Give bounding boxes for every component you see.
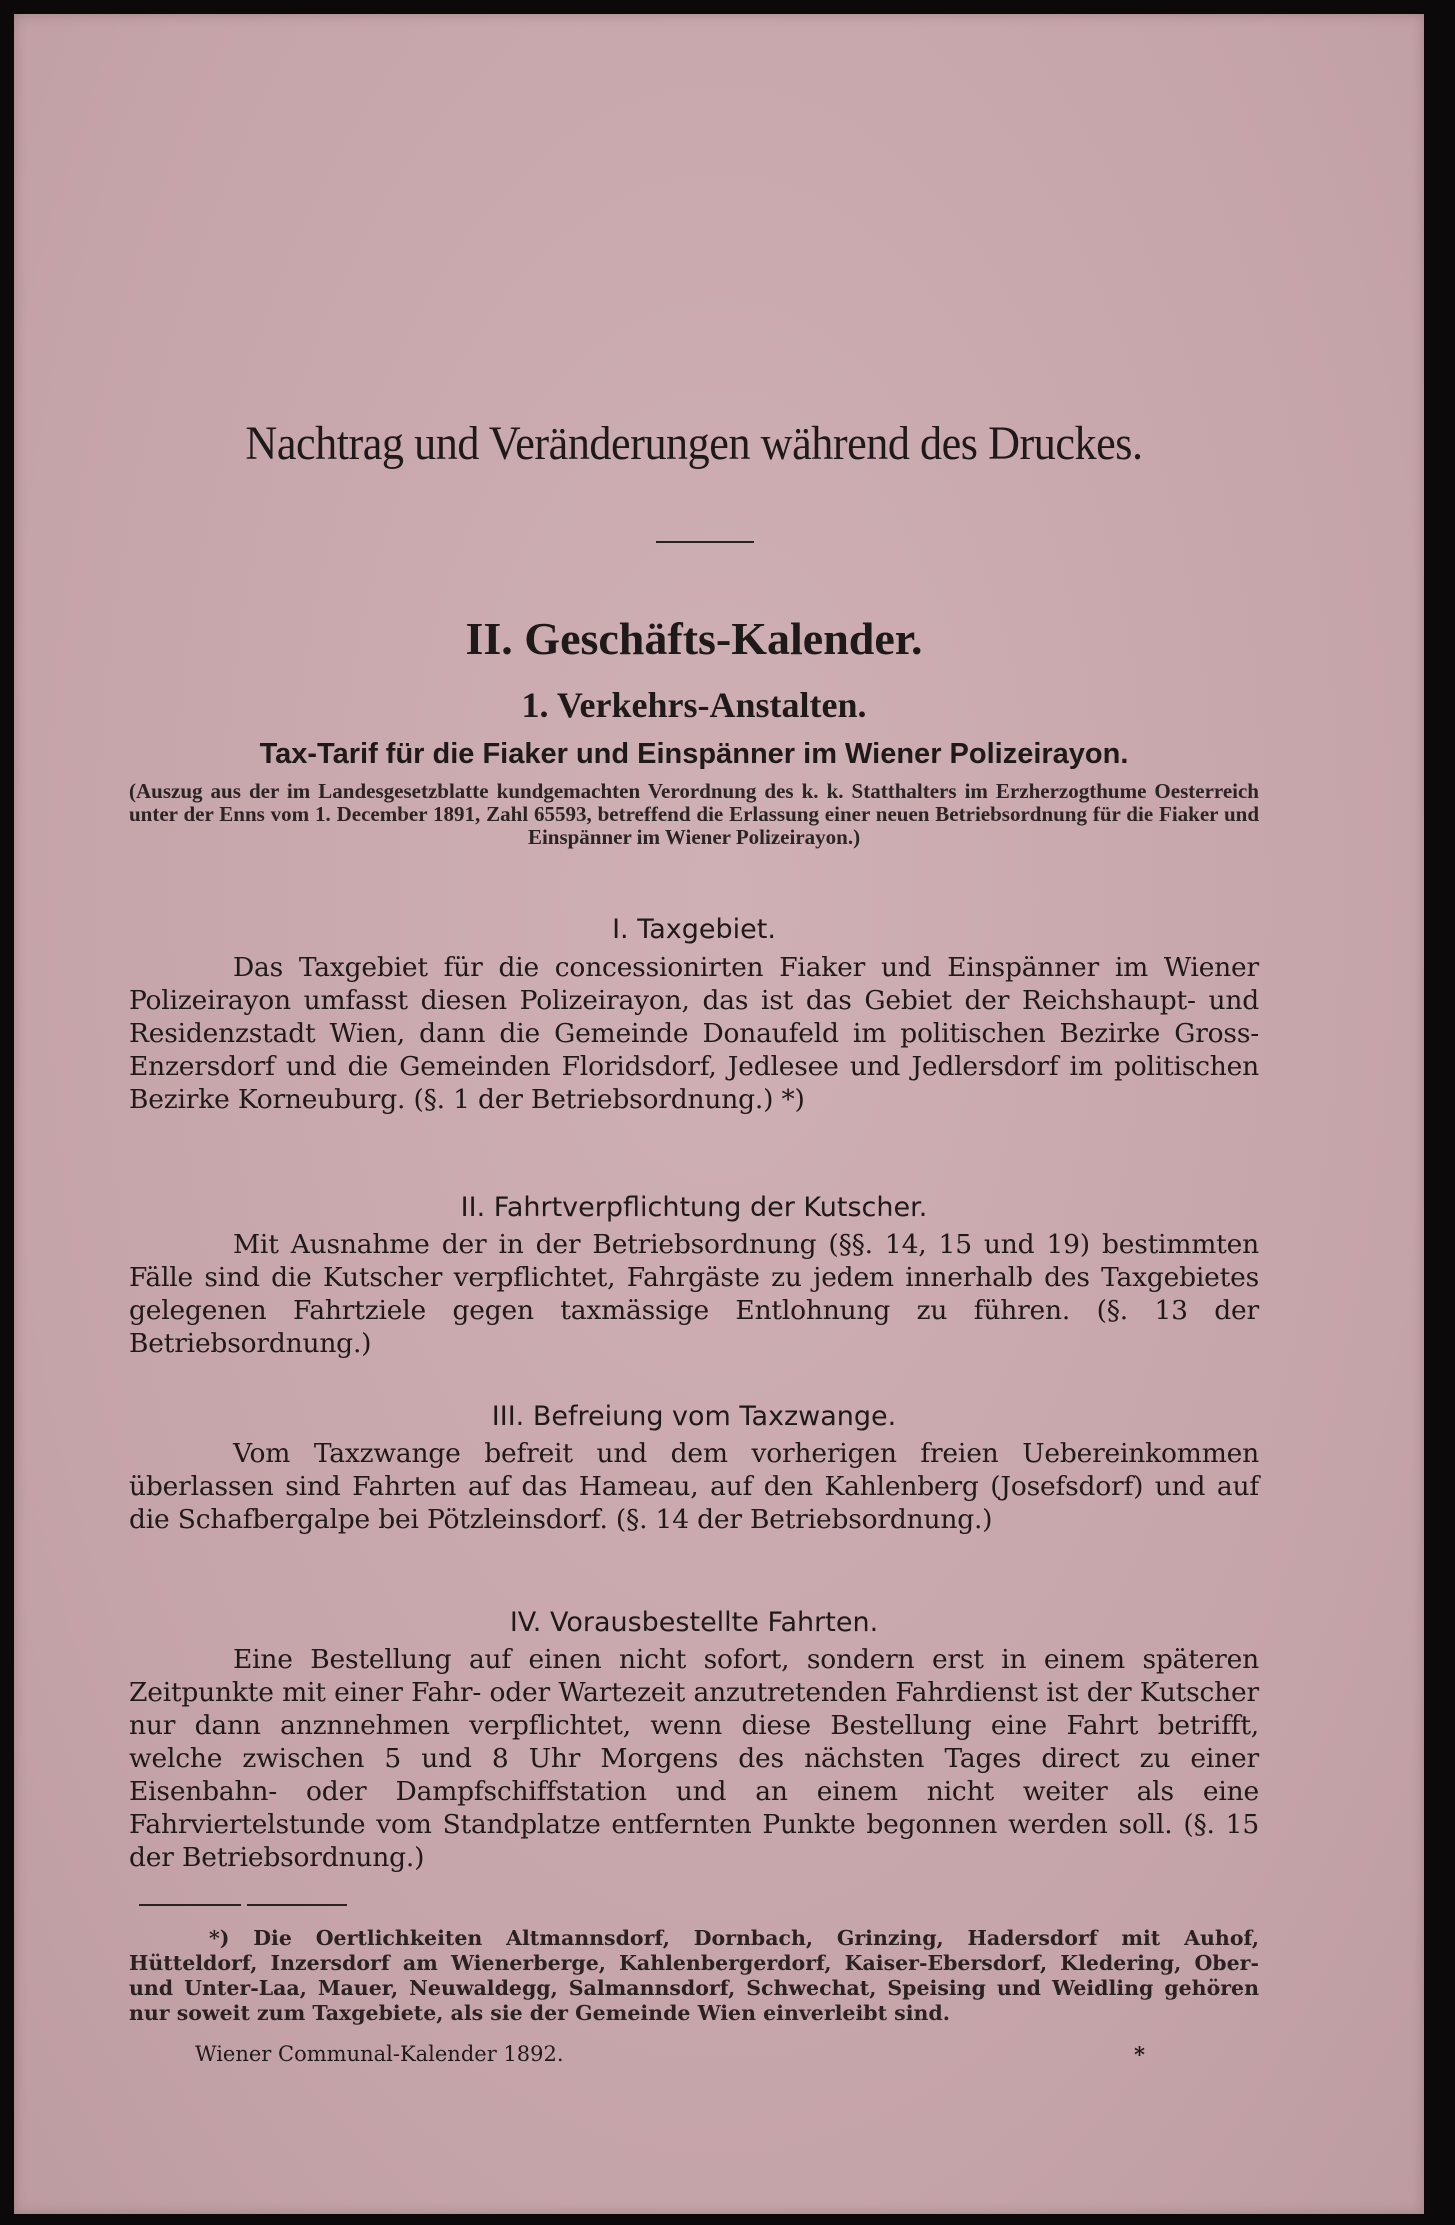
footnote: *) Die Oertlichkeiten Altmannsdorf, Dornbach, Grinzing, Hadersdorf mit Auhof, Hütteldorf, Inzersdorf am Wienerberge, Kahlenbergerdorf, Kaiser-Ebersdorf, Kledering, Ober- und Unter-Laa, Mauer, Neuwaldegg, Salmannsdorf, Schwechat, Speising und Weidling gehören nur soweit zum Taxgebiete, als sie der Gemeinde Wien einverleibt sind. [129, 1926, 1259, 2025]
footer-source: Wiener Communal-Kalender 1892. [195, 2042, 564, 2066]
tarif-heading: Tax-Tarif für die Fiaker und Einspänner im Wiener Polizeirayon. [259, 738, 1129, 770]
section-3-text: Vom Taxzwange befreit und dem vorherigen freien Uebereinkommen überlassen sind Fahrten auf das Hameau, auf den Kahlenberg (Josefsdorf) und auf die Schafbergalpe bei Pötzleinsdorf. (§. 14 der Betriebsordnung.) [129, 1438, 1259, 1535]
subsection-heading: 1. Verkehrs-Anstalten. [521, 685, 867, 725]
document-page [14, 14, 1424, 2214]
title-divider [656, 541, 754, 543]
section-1-text: Das Taxgebiet für die concessionirten Fiaker und Einspänner im Wiener Polizeirayon umfasst diesen Polizeirayon, das ist das Gebiet der Reichshaupt- und Residenzstadt Wien, dann die Gemeinde Donaufeld im politischen Bezirke Gross-Enzersdorf und die Gemeinden Floridsdorf, Jedlesee und Jedlersdorf im politischen Bezirke Korneuburg. (§. 1 der Betriebsordnung.) *) [129, 952, 1259, 1115]
section-1-heading: I. Taxgebiet. [612, 914, 776, 945]
section-2-text: Mit Ausnahme der in der Betriebsordnung (§§. 14, 15 und 19) bestimmten Fälle sind die Kutscher verpflichtet, Fahrgäste zu jedem innerhalb des Taxgebietes gelegenen Fahrtziele gegen taxmässige Entlohnung zu führen. (§. 13 der Betriebsordnung.) [129, 1229, 1259, 1359]
footer-mark: * [1134, 2042, 1145, 2067]
page-title: Nachtrag und Veränderungen während des Druckes. [245, 417, 1143, 470]
section-4-heading: IV. Vorausbestellte Fahrten. [509, 1607, 879, 1638]
excerpt-note: (Auszug aus der im Landesgesetzblatte kundgemachten Verordnung des k. k. Statthalters im Erzherzogthume Oesterreich unter der Enns vom 1. December 1891, Zahl 65593, betreffend die Erlassung einer neuen Betriebsordnung für die Fiaker und Einspänner im Wiener Polizeirayon.) [129, 779, 1259, 849]
footnote-rule-right [247, 1904, 347, 1906]
footnote-rule-left [139, 1904, 241, 1906]
section-3-heading: III. Befreiung vom Taxzwange. [491, 1401, 897, 1432]
section-2-heading: II. Fahrtverpflichtung der Kutscher. [460, 1192, 928, 1223]
section-heading: II. Geschäfts-Kalender. [465, 613, 923, 664]
section-4-text: Eine Bestellung auf einen nicht sofort, sondern erst in einem späteren Zeitpunkte mit einer Fahr- oder Wartezeit anzutretenden Fahrdienst ist der Kutscher nur dann anznnehmen verpflichtet, wenn diese Bestellung eine Fahrt betrifft, welche zwischen 5 und 8 Uhr Morgens des nächsten Tages direct zu einer Eisenbahn- oder Dampfschiffstation und an einem nicht weiter als eine Fahrviertelstunde vom Standplatze entfernten Punkte begonnen werden soll. (§. 15 der Betriebsordnung.) [129, 1644, 1259, 1873]
